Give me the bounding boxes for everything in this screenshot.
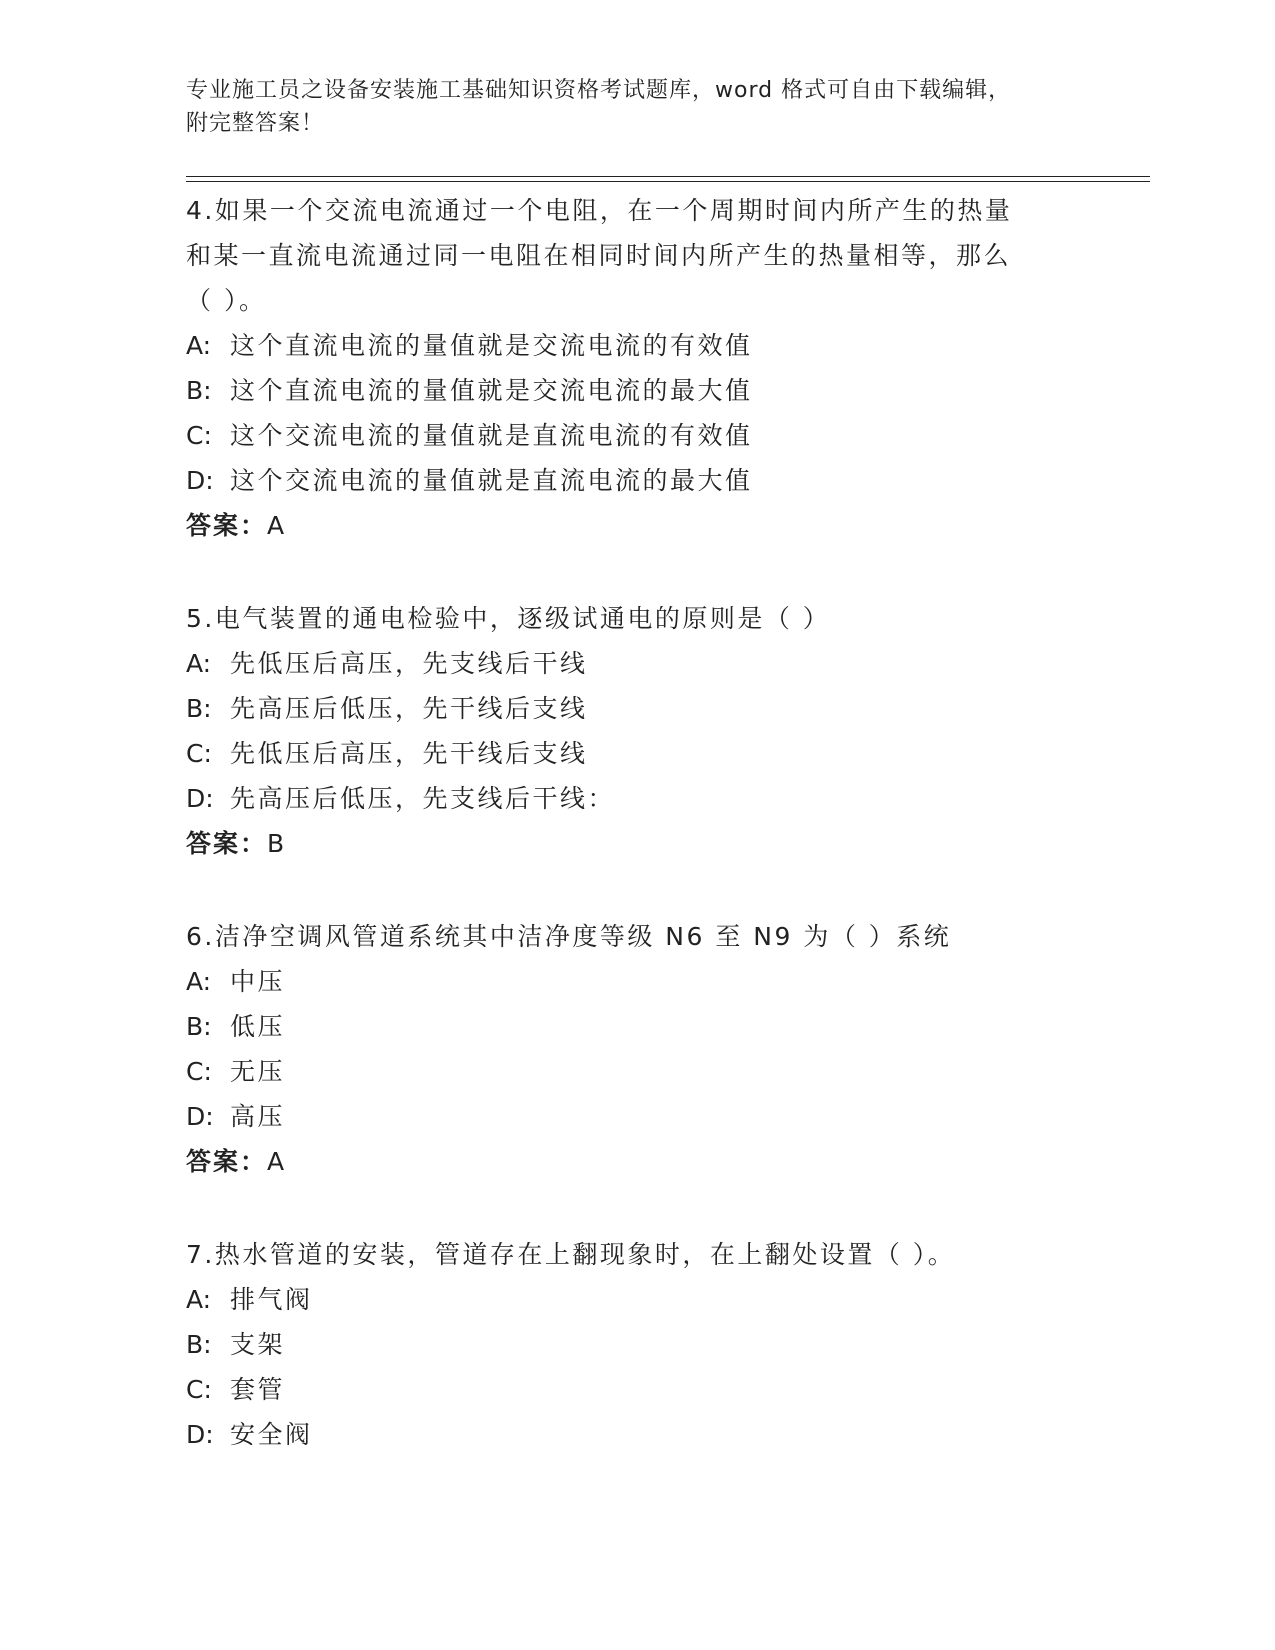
option-text: 高压 [230,1102,286,1131]
option-a [186,323,1066,368]
question-6 [186,914,1066,1184]
answer-label: 答案： [186,511,268,540]
option-text: 套管 [230,1375,286,1404]
option-text: 排气阀 [230,1285,313,1314]
option-text: 先低压后高压，先干线后支线 [230,739,588,768]
option-a [186,1277,1066,1322]
option-text: 这个直流电流的量值就是交流电流的最大值 [230,376,753,405]
question-stem-line: 和某一直流电流通过同一电阻在相同时间内所产生的热量相等，那么 [186,241,1012,270]
option-c [186,1367,1066,1412]
option-b [186,1322,1066,1367]
answer [186,1139,1066,1184]
question-stem-line: 6.洁净空调风管道系统其中洁净度等级 N6 至 N9 为（ ）系统 [186,922,952,951]
option-key: A: [186,967,212,996]
option-d [186,776,1066,821]
option-text: 这个直流电流的量值就是交流电流的有效值 [230,331,753,360]
option-b [186,368,1066,413]
question-5 [186,596,1066,866]
option-b [186,1004,1066,1049]
option-text: 这个交流电流的量值就是直流电流的最大值 [230,466,753,495]
option-key: B: [186,1012,212,1041]
option-text: 先低压后高压，先支线后干线 [230,649,588,678]
question-7 [186,1232,1066,1457]
option-key: D: [186,1102,214,1131]
option-text: 低压 [230,1012,286,1041]
option-key: B: [186,1330,212,1359]
option-a [186,959,1066,1004]
header-divider-top [186,176,1150,177]
answer-value: A [267,511,285,540]
option-key: D: [186,1420,214,1449]
question-stem-line: 5.电气装置的通电检验中，逐级试通电的原则是（ ） [186,604,831,633]
document-header [186,74,1066,140]
option-text: 无压 [230,1057,286,1086]
option-key: B: [186,376,212,405]
option-key: D: [186,466,214,495]
question-stem-line: 7.热水管道的安装，管道存在上翻现象时，在上翻处设置（ ）。 [186,1240,956,1269]
option-key: A: [186,649,212,678]
option-key: A: [186,331,212,360]
option-key: B: [186,694,212,723]
option-key: C: [186,1375,212,1404]
option-text: 这个交流电流的量值就是直流电流的有效值 [230,421,753,450]
answer-value: B [267,829,285,858]
answer-value: A [267,1147,285,1176]
option-key: C: [186,1057,212,1086]
header-line-2: 附完整答案！ [186,111,325,136]
option-text: 先高压后低压，先干线后支线 [230,694,588,723]
option-key: C: [186,739,212,768]
option-d [186,1412,1066,1457]
option-a [186,641,1066,686]
answer [186,821,1066,866]
option-c [186,731,1066,776]
header-divider-bottom [186,181,1150,182]
option-c [186,1049,1066,1094]
option-text: 支架 [230,1330,286,1359]
question-4 [186,188,1066,548]
answer [186,503,1066,548]
option-c [186,413,1066,458]
option-key: A: [186,1285,212,1314]
option-d [186,1094,1066,1139]
option-text: 安全阀 [230,1420,313,1449]
answer-label: 答案： [186,1147,268,1176]
option-key: C: [186,421,212,450]
question-stem-line: 4.如果一个交流电流通过一个电阻，在一个周期时间内所产生的热量 [186,196,1013,225]
option-b [186,686,1066,731]
option-text: 先高压后低压，先支线后干线： [230,784,616,813]
question-stem-line: （ ）。 [186,286,267,315]
header-line-1: 专业施工员之设备安装施工基础知识资格考试题库，word 格式可自由下载编辑， [186,78,1012,103]
option-key: D: [186,784,214,813]
answer-label: 答案： [186,829,268,858]
option-text: 中压 [230,967,286,996]
option-d [186,458,1066,503]
